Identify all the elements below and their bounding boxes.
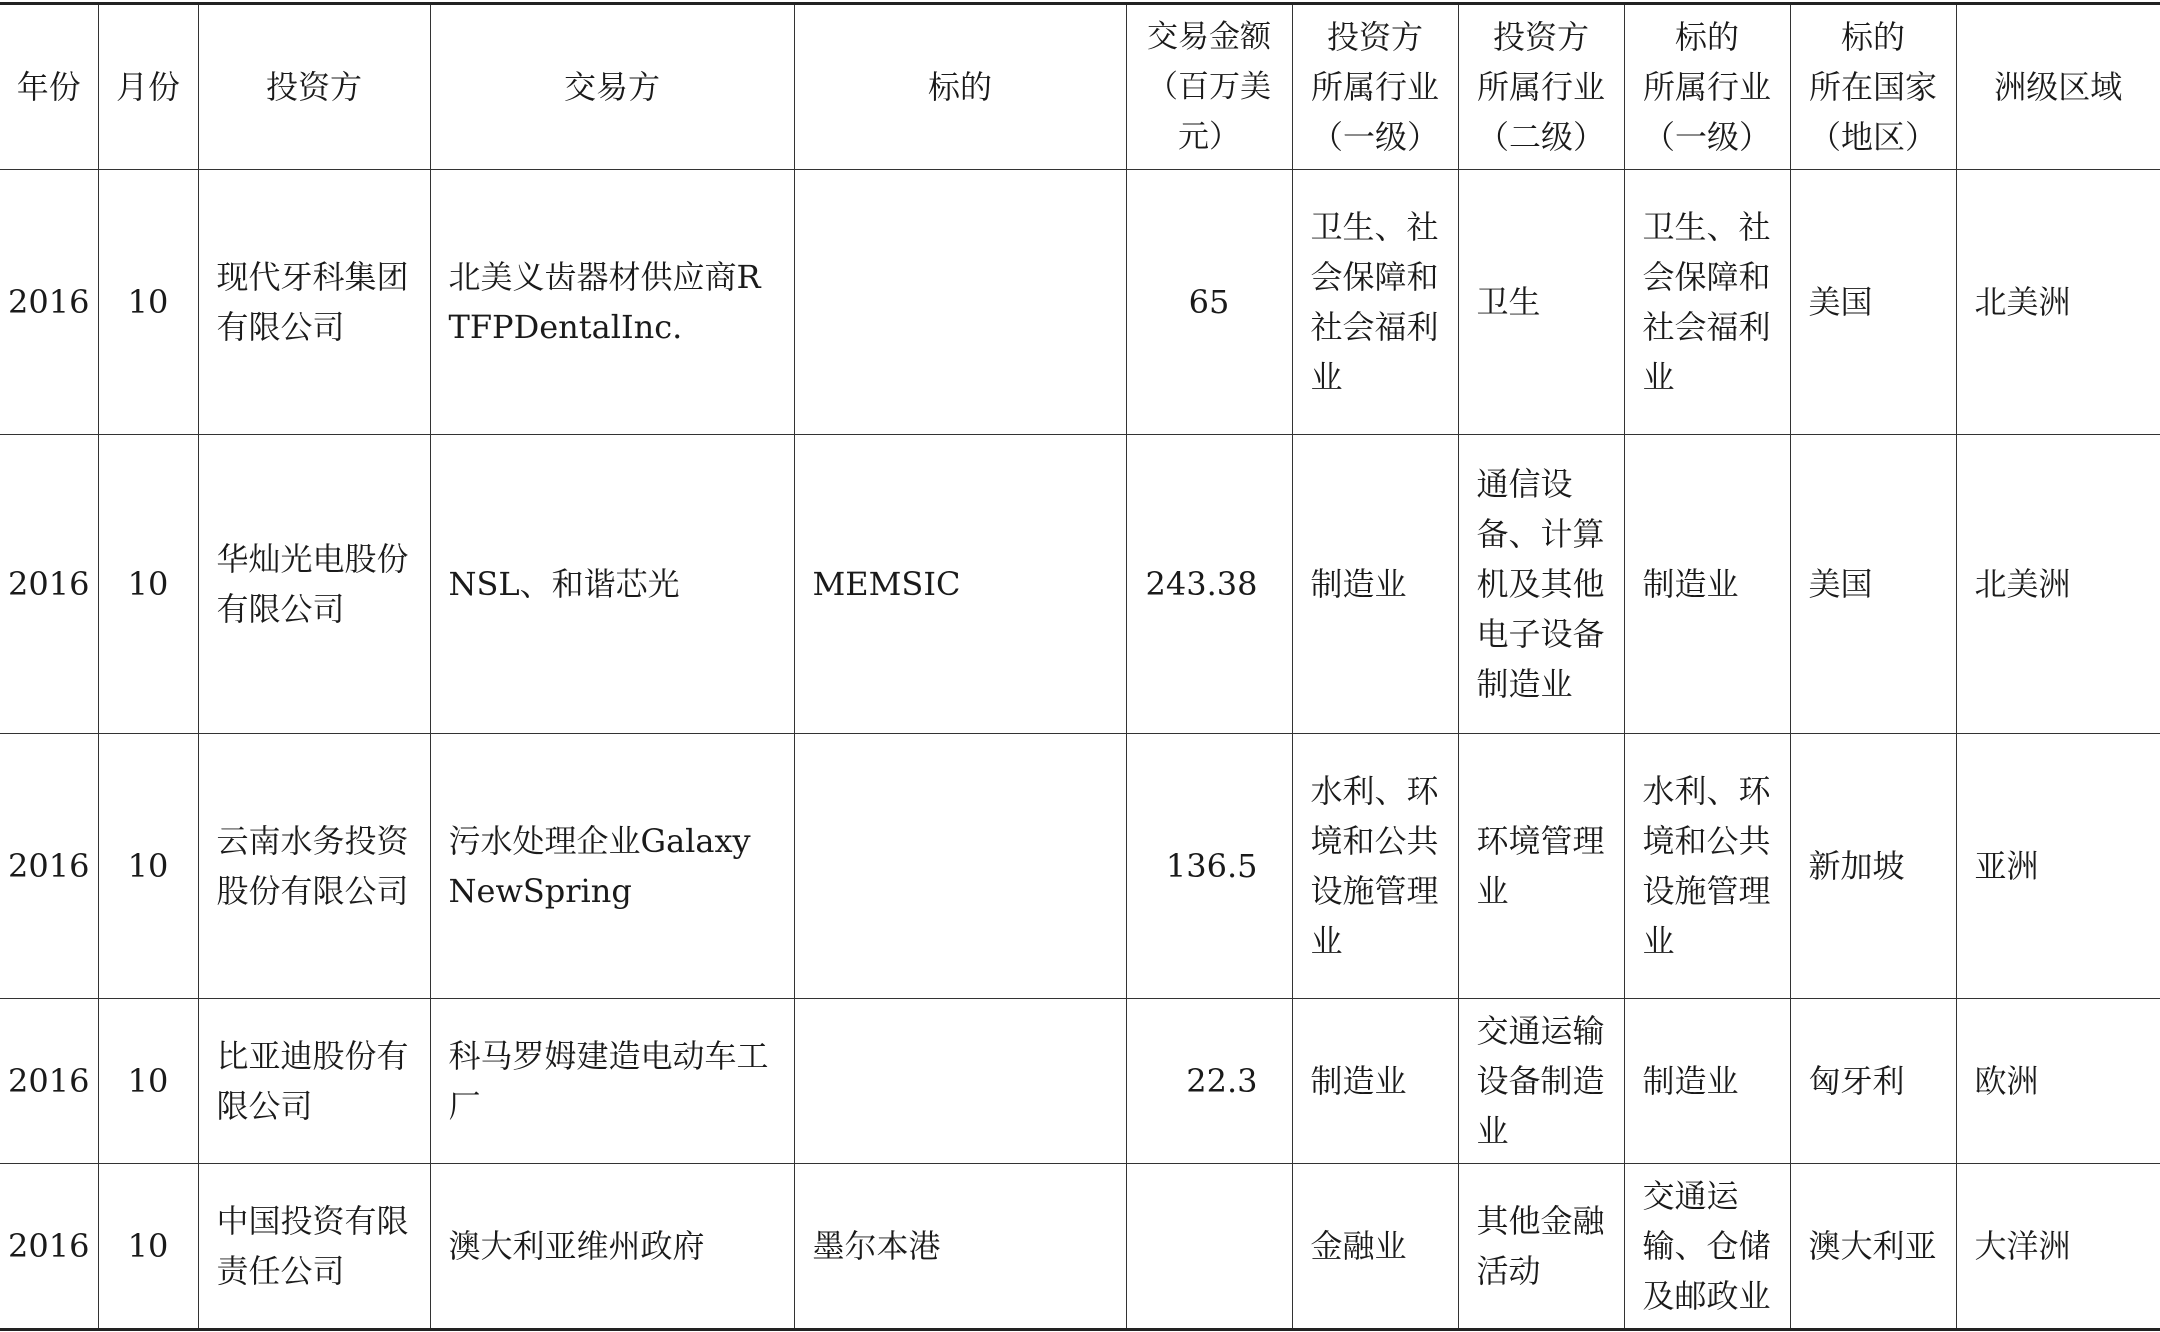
cell-amount: 136.5 — [1126, 734, 1292, 999]
cell-month: 10 — [98, 734, 198, 999]
cell-investor-industry-2: 环境管理业 — [1458, 734, 1624, 999]
cell-counterparty: 北美义齿器材供应商RTFPDentalInc. — [430, 170, 794, 435]
cell-target: 墨尔本港 — [794, 1164, 1126, 1330]
cell-amount: 243.38 — [1126, 435, 1292, 734]
header-line: （一级） — [1310, 118, 1439, 156]
table-row — [0, 435, 2160, 734]
cell-region: 北美洲 — [1956, 435, 2160, 734]
header-region: 洲级区域 — [1956, 4, 2160, 170]
cell-target-country: 美国 — [1790, 170, 1956, 435]
cell-investor-industry-1: 金融业 — [1292, 1164, 1458, 1330]
cell-region: 大洋洲 — [1956, 1164, 2160, 1330]
header-line: 所属行业 — [1642, 68, 1771, 106]
cell-investor-industry-1: 卫生、社会保障和社会福利业 — [1292, 170, 1458, 435]
cell-counterparty: NSL、和谐芯光 — [430, 435, 794, 734]
table-row — [0, 1164, 2160, 1330]
header-month: 月份 — [98, 4, 198, 170]
investment-deals-table — [0, 2, 2160, 1331]
cell-target-industry-1: 卫生、社会保障和社会福利业 — [1624, 170, 1790, 435]
header-target-country — [1790, 4, 1956, 170]
cell-investor-industry-2: 通信设备、计算机及其他电子设备制造业 — [1458, 435, 1624, 734]
cell-month: 10 — [98, 1164, 198, 1330]
cell-target-industry-1: 制造业 — [1624, 435, 1790, 734]
cell-month: 10 — [98, 170, 198, 435]
cell-target-industry-1: 水利、环境和公共设施管理业 — [1624, 734, 1790, 999]
cell-year: 2016 — [0, 999, 98, 1164]
cell-investor: 比亚迪股份有限公司 — [198, 999, 430, 1164]
cell-investor-industry-1: 制造业 — [1292, 999, 1458, 1164]
header-amount-line-2: （百万美元） — [1147, 69, 1271, 155]
cell-region: 欧洲 — [1956, 999, 2160, 1164]
header-amount-line-1: 交易金额 — [1147, 19, 1271, 55]
cell-target-industry-1: 交通运输、仓储及邮政业 — [1624, 1164, 1790, 1330]
header-line: 所属行业 — [1310, 68, 1439, 106]
header-line: （地区） — [1808, 118, 1937, 156]
header-line: 所属行业 — [1476, 68, 1605, 106]
cell-investor: 中国投资有限责任公司 — [198, 1164, 430, 1330]
header-investor-industry-2 — [1458, 4, 1624, 170]
header-investor-industry-1 — [1292, 4, 1458, 170]
table-row — [0, 999, 2160, 1164]
header-investor: 投资方 — [198, 4, 430, 170]
cell-target — [794, 170, 1126, 435]
cell-investor-industry-2: 交通运输设备制造业 — [1458, 999, 1624, 1164]
cell-investor: 云南水务投资股份有限公司 — [198, 734, 430, 999]
cell-year: 2016 — [0, 734, 98, 999]
header-year: 年份 — [0, 4, 98, 170]
cell-investor-industry-1: 制造业 — [1292, 435, 1458, 734]
header-target: 标的 — [794, 4, 1126, 170]
cell-target-industry-1: 制造业 — [1624, 999, 1790, 1164]
cell-investor-industry-2: 其他金融活动 — [1458, 1164, 1624, 1330]
cell-month: 10 — [98, 999, 198, 1164]
header-line: 投资方 — [1492, 18, 1589, 56]
cell-counterparty: 澳大利亚维州政府 — [430, 1164, 794, 1330]
cell-counterparty: 污水处理企业GalaxyNewSpring — [430, 734, 794, 999]
header-line: 标的 — [1840, 18, 1905, 56]
cell-investor: 华灿光电股份有限公司 — [198, 435, 430, 734]
cell-region: 北美洲 — [1956, 170, 2160, 435]
header-line: （一级） — [1642, 118, 1771, 156]
cell-target — [794, 999, 1126, 1164]
cell-amount: 65 — [1126, 170, 1292, 435]
cell-target — [794, 734, 1126, 999]
cell-counterparty: 科马罗姆建造电动车工厂 — [430, 999, 794, 1164]
header-line: （二级） — [1476, 118, 1605, 156]
cell-target-country: 澳大利亚 — [1790, 1164, 1956, 1330]
header-row — [0, 4, 2160, 170]
cell-target-country: 匈牙利 — [1790, 999, 1956, 1164]
header-line: 所在国家 — [1808, 68, 1937, 106]
cell-year: 2016 — [0, 1164, 98, 1330]
header-line: 标的 — [1674, 18, 1739, 56]
header-target-industry-1 — [1624, 4, 1790, 170]
cell-investor-industry-2: 卫生 — [1458, 170, 1624, 435]
cell-year: 2016 — [0, 435, 98, 734]
header-line: 投资方 — [1326, 18, 1423, 56]
table-row — [0, 734, 2160, 999]
cell-target: MEMSIC — [794, 435, 1126, 734]
cell-target-country: 美国 — [1790, 435, 1956, 734]
cell-investor-industry-1: 水利、环境和公共设施管理业 — [1292, 734, 1458, 999]
cell-year: 2016 — [0, 170, 98, 435]
header-amount — [1126, 4, 1292, 170]
cell-investor: 现代牙科集团有限公司 — [198, 170, 430, 435]
cell-amount: 22.3 — [1126, 999, 1292, 1164]
table-row — [0, 170, 2160, 435]
cell-amount — [1126, 1164, 1292, 1330]
cell-region: 亚洲 — [1956, 734, 2160, 999]
header-counterparty: 交易方 — [430, 4, 794, 170]
cell-target-country: 新加坡 — [1790, 734, 1956, 999]
cell-month: 10 — [98, 435, 198, 734]
